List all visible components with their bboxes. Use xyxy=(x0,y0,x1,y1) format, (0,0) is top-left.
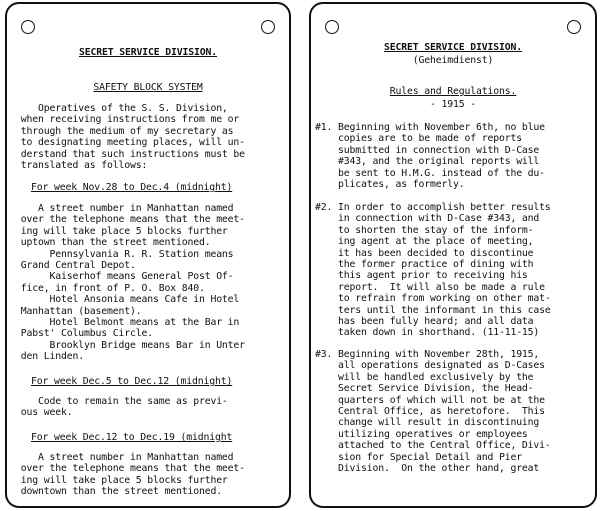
left-subheading: SAFETY BLOCK SYSTEM xyxy=(93,82,203,93)
punch-hole-right xyxy=(261,20,275,34)
right-card xyxy=(309,2,597,508)
right-subtitle: (Geheimdienst) xyxy=(412,55,494,66)
left-card xyxy=(5,2,291,508)
week2-heading: For week Dec.5 to Dec.12 (midnight) xyxy=(31,376,233,387)
rule-3: #3. Beginning with November 28th, 1915, all operations designated as D-Cases will be handled exclusively by the Secret Service Division, the Head- quarters of which will not be at the Central Office, as heretofore. This change will result in discontinuing utilizing operatives or employees attached to the Central Office, Divi- sion for Special Detail and Pier Division. On the other hand, great xyxy=(315,349,551,475)
right-heading: SECRET SERVICE DIVISION. xyxy=(384,42,522,53)
left-intro: Operatives of the S. S. Division, when receiving instructions from me or through the medium of my secretary as to designating meeting places, will un- derstand that such instructions must be translated as follows: xyxy=(20,103,245,172)
week1-text: A street number in Manhattan named over the telephone means that the meet- ing will take place 5 blocks further uptown than the street mentioned. Pennsylvania R. R. Station means Grand Central Depot. Kaiserhof means General Post Of- fice, in front of P. O. Box 840. Hotel Ansonia means Cafe in Hotel Manhattan (basement). Hotel Belmont means at the Bar in Pabst' Columbus Circle. Brooklyn Bridge means Bar in Unter den Linden. xyxy=(20,203,245,363)
week2-text: Code to remain the same as previ- ous week. xyxy=(20,396,228,419)
rules-title: Rules and Regulations. xyxy=(389,86,517,97)
punch-hole-right xyxy=(567,20,581,34)
rule-2: #2. In order to accomplish better results in connection with D-Case #343, and to shorten the stay of the inform- ing agent at the place of meeting, it has been decided to discontinue the former practice of dining with this agent prior to receiving his report. It will also be made a rule to refrain from working on other mat- ters until the informant in this case has been fully heard; and all data taken down in shorthand. (11-11-15) xyxy=(315,202,551,339)
week3-heading: For week Dec.12 to Dec.19 (midnight xyxy=(31,432,233,443)
rule-1: #1. Beginning with November 6th, no blue copies are to be made of reports submitted in connection with D-Case #343, and the original reports will be sent to H.M.G. instead of the du- plicates, as formerly. xyxy=(315,122,545,191)
week3-text: A street number in Manhattan named over the telephone means that the meet- ing will take place 5 blocks further downtown than the street mentioned. xyxy=(20,452,245,498)
punch-hole-left xyxy=(325,20,339,34)
week1-heading: For week Nov.28 to Dec.4 (midnight) xyxy=(31,182,233,193)
left-heading: SECRET SERVICE DIVISION. xyxy=(79,47,217,58)
punch-hole-left xyxy=(21,20,35,34)
rules-year: - 1915 - xyxy=(430,99,476,110)
